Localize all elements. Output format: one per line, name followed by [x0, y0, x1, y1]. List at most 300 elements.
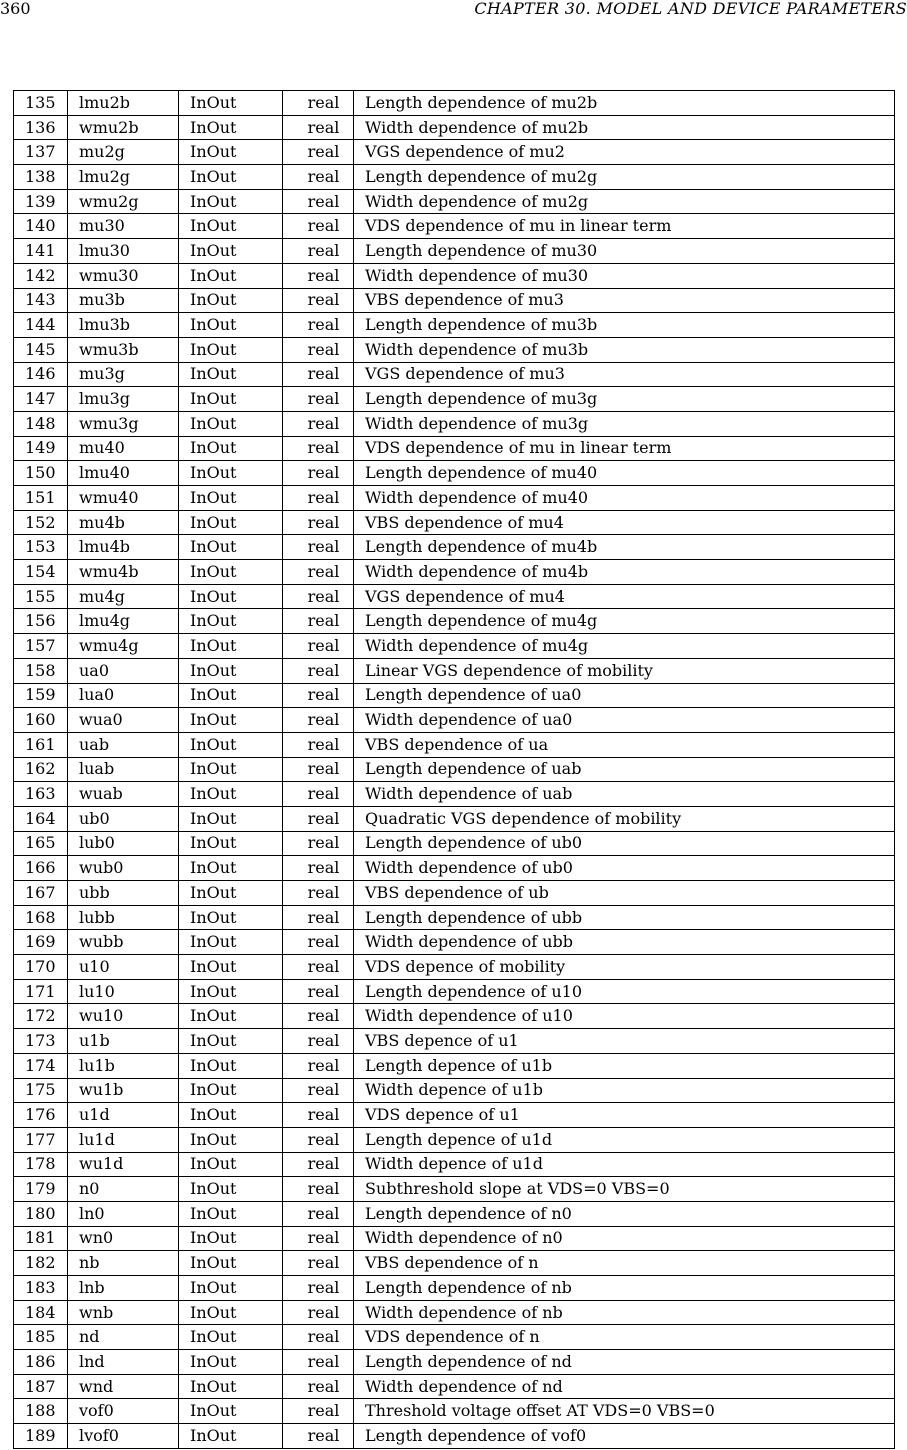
param-id-cell: 162 — [14, 757, 68, 782]
param-type-cell: real — [283, 1276, 354, 1301]
param-name-cell: lubb — [68, 905, 179, 930]
param-id-cell: 171 — [14, 979, 68, 1004]
param-direction-cell: InOut — [179, 806, 283, 831]
param-name-cell: wmu40 — [68, 486, 179, 511]
param-name-cell: wmu30 — [68, 263, 179, 288]
table-row — [14, 140, 895, 165]
param-id-cell: 151 — [14, 486, 68, 511]
param-name-cell: mu4g — [68, 584, 179, 609]
param-description-cell: Length dependence of mu30 — [354, 239, 895, 264]
param-type-cell: real — [283, 1053, 354, 1078]
param-description-cell: VBS dependence of mu4 — [354, 510, 895, 535]
param-name-cell: luab — [68, 757, 179, 782]
param-direction-cell: InOut — [179, 732, 283, 757]
param-type-cell: real — [283, 1103, 354, 1128]
param-direction-cell: InOut — [179, 214, 283, 239]
param-id-cell: 160 — [14, 708, 68, 733]
param-description-cell: Width depence of u1d — [354, 1152, 895, 1177]
param-name-cell: wmu3b — [68, 337, 179, 362]
table-row — [14, 1300, 895, 1325]
param-name-cell: u1d — [68, 1103, 179, 1128]
chapter-title: CHAPTER 30. MODEL AND DEVICE PARAMETERS — [474, 0, 907, 18]
param-direction-cell: InOut — [179, 1078, 283, 1103]
param-name-cell: lmu4g — [68, 609, 179, 634]
param-type-cell: real — [283, 806, 354, 831]
table-row — [14, 91, 895, 116]
param-name-cell: wn0 — [68, 1226, 179, 1251]
param-description-cell: Width dependence of ubb — [354, 930, 895, 955]
param-id-cell: 177 — [14, 1127, 68, 1152]
param-name-cell: uab — [68, 732, 179, 757]
param-type-cell: real — [283, 1078, 354, 1103]
param-direction-cell: InOut — [179, 510, 283, 535]
param-name-cell: lmu4b — [68, 535, 179, 560]
table-row — [14, 337, 895, 362]
param-id-cell: 184 — [14, 1300, 68, 1325]
table-row — [14, 905, 895, 930]
table-row — [14, 313, 895, 338]
param-id-cell: 175 — [14, 1078, 68, 1103]
table-row — [14, 535, 895, 560]
param-description-cell: Length dependence of mu2g — [354, 165, 895, 190]
param-name-cell: mu40 — [68, 436, 179, 461]
param-id-cell: 178 — [14, 1152, 68, 1177]
param-description-cell: VBS dependence of mu3 — [354, 288, 895, 313]
param-direction-cell: InOut — [179, 1374, 283, 1399]
table-row — [14, 387, 895, 412]
table-row — [14, 1276, 895, 1301]
param-description-cell: VBS dependence of n — [354, 1251, 895, 1276]
param-direction-cell: InOut — [179, 856, 283, 881]
param-id-cell: 143 — [14, 288, 68, 313]
param-name-cell: lnb — [68, 1276, 179, 1301]
param-type-cell: real — [283, 683, 354, 708]
param-name-cell: wu1d — [68, 1152, 179, 1177]
param-name-cell: lnd — [68, 1350, 179, 1375]
param-id-cell: 136 — [14, 115, 68, 140]
table-row — [14, 1103, 895, 1128]
param-direction-cell: InOut — [179, 1325, 283, 1350]
param-name-cell: lu10 — [68, 979, 179, 1004]
param-id-cell: 176 — [14, 1103, 68, 1128]
param-direction-cell: InOut — [179, 1177, 283, 1202]
param-direction-cell: InOut — [179, 1201, 283, 1226]
param-type-cell: real — [283, 461, 354, 486]
table-row — [14, 165, 895, 190]
param-type-cell: real — [283, 535, 354, 560]
param-id-cell: 135 — [14, 91, 68, 116]
table-row — [14, 856, 895, 881]
param-type-cell: real — [283, 560, 354, 585]
param-id-cell: 156 — [14, 609, 68, 634]
param-name-cell: wu10 — [68, 1004, 179, 1029]
param-type-cell: real — [283, 856, 354, 881]
param-id-cell: 149 — [14, 436, 68, 461]
param-name-cell: u1b — [68, 1029, 179, 1054]
page-header — [0, 0, 907, 20]
param-name-cell: n0 — [68, 1177, 179, 1202]
param-id-cell: 153 — [14, 535, 68, 560]
param-description-cell: Width dependence of mu30 — [354, 263, 895, 288]
param-id-cell: 179 — [14, 1177, 68, 1202]
param-id-cell: 169 — [14, 930, 68, 955]
param-id-cell: 150 — [14, 461, 68, 486]
param-type-cell: real — [283, 1177, 354, 1202]
param-direction-cell: InOut — [179, 189, 283, 214]
param-description-cell: Length dependence of mu4b — [354, 535, 895, 560]
param-id-cell: 163 — [14, 782, 68, 807]
param-direction-cell: InOut — [179, 1276, 283, 1301]
param-direction-cell: InOut — [179, 708, 283, 733]
table-row — [14, 411, 895, 436]
param-type-cell: real — [283, 288, 354, 313]
table-row — [14, 115, 895, 140]
param-type-cell: real — [283, 337, 354, 362]
param-direction-cell: InOut — [179, 609, 283, 634]
table-row — [14, 881, 895, 906]
param-name-cell: wub0 — [68, 856, 179, 881]
table-row — [14, 658, 895, 683]
table-row — [14, 436, 895, 461]
param-name-cell: ua0 — [68, 658, 179, 683]
table-row — [14, 806, 895, 831]
param-direction-cell: InOut — [179, 1029, 283, 1054]
param-description-cell: Length depence of u1b — [354, 1053, 895, 1078]
param-description-cell: Length dependence of n0 — [354, 1201, 895, 1226]
param-direction-cell: InOut — [179, 1424, 283, 1449]
table-row — [14, 634, 895, 659]
param-direction-cell: InOut — [179, 1399, 283, 1424]
param-direction-cell: InOut — [179, 140, 283, 165]
table-row — [14, 1029, 895, 1054]
table-row — [14, 263, 895, 288]
table-row — [14, 1424, 895, 1449]
param-description-cell: Width dependence of mu3b — [354, 337, 895, 362]
param-name-cell: lvof0 — [68, 1424, 179, 1449]
param-description-cell: Length dependence of mu3b — [354, 313, 895, 338]
table-row — [14, 683, 895, 708]
param-description-cell: VGS dependence of mu4 — [354, 584, 895, 609]
param-type-cell: real — [283, 1251, 354, 1276]
param-name-cell: lmu2g — [68, 165, 179, 190]
param-id-cell: 154 — [14, 560, 68, 585]
param-id-cell: 172 — [14, 1004, 68, 1029]
table-row — [14, 732, 895, 757]
param-description-cell: Length dependence of vof0 — [354, 1424, 895, 1449]
table-row — [14, 239, 895, 264]
param-description-cell: Length dependence of u10 — [354, 979, 895, 1004]
table-row — [14, 1201, 895, 1226]
table-row — [14, 461, 895, 486]
param-type-cell: real — [283, 115, 354, 140]
param-name-cell: vof0 — [68, 1399, 179, 1424]
param-type-cell: real — [283, 732, 354, 757]
param-name-cell: wu1b — [68, 1078, 179, 1103]
param-name-cell: wuab — [68, 782, 179, 807]
param-type-cell: real — [283, 782, 354, 807]
table-row — [14, 560, 895, 585]
param-name-cell: wmu2g — [68, 189, 179, 214]
param-type-cell: real — [283, 1029, 354, 1054]
param-type-cell: real — [283, 1300, 354, 1325]
param-type-cell: real — [283, 831, 354, 856]
param-type-cell: real — [283, 881, 354, 906]
param-description-cell: VDS dependence of mu in linear term — [354, 436, 895, 461]
param-direction-cell: InOut — [179, 757, 283, 782]
param-direction-cell: InOut — [179, 263, 283, 288]
param-description-cell: Width dependence of mu3g — [354, 411, 895, 436]
param-id-cell: 187 — [14, 1374, 68, 1399]
param-id-cell: 146 — [14, 362, 68, 387]
param-direction-cell: InOut — [179, 658, 283, 683]
param-id-cell: 182 — [14, 1251, 68, 1276]
param-type-cell: real — [283, 313, 354, 338]
param-description-cell: Length dependence of ub0 — [354, 831, 895, 856]
param-id-cell: 155 — [14, 584, 68, 609]
table-row — [14, 1177, 895, 1202]
param-name-cell: wua0 — [68, 708, 179, 733]
param-id-cell: 138 — [14, 165, 68, 190]
table-row — [14, 362, 895, 387]
table-row — [14, 510, 895, 535]
param-id-cell: 137 — [14, 140, 68, 165]
table-row — [14, 1350, 895, 1375]
param-id-cell: 174 — [14, 1053, 68, 1078]
param-type-cell: real — [283, 708, 354, 733]
param-id-cell: 167 — [14, 881, 68, 906]
param-direction-cell: InOut — [179, 288, 283, 313]
table-row — [14, 214, 895, 239]
param-description-cell: Length dependence of mu3g — [354, 387, 895, 412]
table-row — [14, 1226, 895, 1251]
param-name-cell: ub0 — [68, 806, 179, 831]
param-description-cell: Width dependence of ua0 — [354, 708, 895, 733]
param-direction-cell: InOut — [179, 165, 283, 190]
param-direction-cell: InOut — [179, 930, 283, 955]
param-name-cell: nb — [68, 1251, 179, 1276]
param-type-cell: real — [283, 1350, 354, 1375]
param-direction-cell: InOut — [179, 1004, 283, 1029]
table-row — [14, 1251, 895, 1276]
param-id-cell: 157 — [14, 634, 68, 659]
table-row — [14, 1053, 895, 1078]
param-direction-cell: InOut — [179, 1152, 283, 1177]
param-description-cell: Length dependence of uab — [354, 757, 895, 782]
param-name-cell: wnb — [68, 1300, 179, 1325]
param-direction-cell: InOut — [179, 1300, 283, 1325]
param-id-cell: 180 — [14, 1201, 68, 1226]
param-type-cell: real — [283, 1325, 354, 1350]
param-description-cell: Length depence of u1d — [354, 1127, 895, 1152]
table-row — [14, 979, 895, 1004]
param-description-cell: Width dependence of mu40 — [354, 486, 895, 511]
param-id-cell: 185 — [14, 1325, 68, 1350]
param-type-cell: real — [283, 387, 354, 412]
table-row — [14, 757, 895, 782]
param-type-cell: real — [283, 411, 354, 436]
param-type-cell: real — [283, 214, 354, 239]
param-name-cell: lu1d — [68, 1127, 179, 1152]
param-name-cell: wmu4g — [68, 634, 179, 659]
param-name-cell: lua0 — [68, 683, 179, 708]
param-name-cell: lub0 — [68, 831, 179, 856]
param-type-cell: real — [283, 955, 354, 980]
param-id-cell: 159 — [14, 683, 68, 708]
param-name-cell: ubb — [68, 881, 179, 906]
param-id-cell: 181 — [14, 1226, 68, 1251]
param-direction-cell: InOut — [179, 239, 283, 264]
param-description-cell: Width dependence of u10 — [354, 1004, 895, 1029]
param-direction-cell: InOut — [179, 1226, 283, 1251]
param-type-cell: real — [283, 263, 354, 288]
param-direction-cell: InOut — [179, 1350, 283, 1375]
param-description-cell: Width dependence of nb — [354, 1300, 895, 1325]
param-description-cell: Length dependence of mu40 — [354, 461, 895, 486]
param-name-cell: mu2g — [68, 140, 179, 165]
param-description-cell: VDS dependence of n — [354, 1325, 895, 1350]
param-type-cell: real — [283, 1424, 354, 1449]
param-id-cell: 189 — [14, 1424, 68, 1449]
param-name-cell: u10 — [68, 955, 179, 980]
param-description-cell: Linear VGS dependence of mobility — [354, 658, 895, 683]
param-id-cell: 170 — [14, 955, 68, 980]
param-name-cell: wmu4b — [68, 560, 179, 585]
param-type-cell: real — [283, 1127, 354, 1152]
param-description-cell: VGS dependence of mu2 — [354, 140, 895, 165]
param-direction-cell: InOut — [179, 313, 283, 338]
param-type-cell: real — [283, 189, 354, 214]
table-row — [14, 831, 895, 856]
param-direction-cell: InOut — [179, 1127, 283, 1152]
param-direction-cell: InOut — [179, 337, 283, 362]
table-row — [14, 189, 895, 214]
param-direction-cell: InOut — [179, 535, 283, 560]
param-direction-cell: InOut — [179, 584, 283, 609]
param-name-cell: ln0 — [68, 1201, 179, 1226]
param-name-cell: lmu2b — [68, 91, 179, 116]
param-description-cell: Length dependence of nd — [354, 1350, 895, 1375]
param-type-cell: real — [283, 510, 354, 535]
table-row — [14, 930, 895, 955]
param-type-cell: real — [283, 1152, 354, 1177]
param-name-cell: mu30 — [68, 214, 179, 239]
param-direction-cell: InOut — [179, 436, 283, 461]
param-type-cell: real — [283, 1399, 354, 1424]
param-direction-cell: InOut — [179, 362, 283, 387]
param-description-cell: Width dependence of ub0 — [354, 856, 895, 881]
param-id-cell: 161 — [14, 732, 68, 757]
param-direction-cell: InOut — [179, 461, 283, 486]
param-type-cell: real — [283, 757, 354, 782]
param-direction-cell: InOut — [179, 486, 283, 511]
param-type-cell: real — [283, 239, 354, 264]
param-type-cell: real — [283, 362, 354, 387]
param-id-cell: 158 — [14, 658, 68, 683]
param-name-cell: wubb — [68, 930, 179, 955]
param-direction-cell: InOut — [179, 905, 283, 930]
param-type-cell: real — [283, 1201, 354, 1226]
param-description-cell: Width dependence of mu4b — [354, 560, 895, 585]
param-direction-cell: InOut — [179, 634, 283, 659]
param-id-cell: 173 — [14, 1029, 68, 1054]
param-id-cell: 186 — [14, 1350, 68, 1375]
table-row — [14, 1325, 895, 1350]
param-description-cell: VBS dependence of ub — [354, 881, 895, 906]
param-type-cell: real — [283, 1004, 354, 1029]
param-direction-cell: InOut — [179, 91, 283, 116]
param-description-cell: Width dependence of n0 — [354, 1226, 895, 1251]
param-description-cell: VBS depence of u1 — [354, 1029, 895, 1054]
param-type-cell: real — [283, 609, 354, 634]
param-type-cell: real — [283, 140, 354, 165]
table-row — [14, 1078, 895, 1103]
param-id-cell: 152 — [14, 510, 68, 535]
param-type-cell: real — [283, 979, 354, 1004]
param-id-cell: 147 — [14, 387, 68, 412]
param-id-cell: 165 — [14, 831, 68, 856]
param-id-cell: 188 — [14, 1399, 68, 1424]
param-description-cell: VBS dependence of ua — [354, 732, 895, 757]
param-description-cell: VGS dependence of mu3 — [354, 362, 895, 387]
param-direction-cell: InOut — [179, 683, 283, 708]
param-description-cell: Threshold voltage offset AT VDS=0 VBS=0 — [354, 1399, 895, 1424]
table-row — [14, 288, 895, 313]
param-description-cell: Subthreshold slope at VDS=0 VBS=0 — [354, 1177, 895, 1202]
table-row — [14, 1004, 895, 1029]
param-name-cell: mu4b — [68, 510, 179, 535]
param-direction-cell: InOut — [179, 387, 283, 412]
param-id-cell: 145 — [14, 337, 68, 362]
param-description-cell: Width dependence of mu2g — [354, 189, 895, 214]
table-row — [14, 1374, 895, 1399]
param-direction-cell: InOut — [179, 115, 283, 140]
param-name-cell: mu3b — [68, 288, 179, 313]
param-name-cell: mu3g — [68, 362, 179, 387]
table-row — [14, 782, 895, 807]
table-row — [14, 1399, 895, 1424]
param-type-cell: real — [283, 634, 354, 659]
table-row — [14, 609, 895, 634]
param-direction-cell: InOut — [179, 955, 283, 980]
param-type-cell: real — [283, 930, 354, 955]
param-direction-cell: InOut — [179, 881, 283, 906]
table-row — [14, 584, 895, 609]
param-type-cell: real — [283, 658, 354, 683]
param-description-cell: VDS depence of mobility — [354, 955, 895, 980]
param-description-cell: VDS dependence of mu in linear term — [354, 214, 895, 239]
table-row — [14, 486, 895, 511]
param-name-cell: wmu3g — [68, 411, 179, 436]
param-direction-cell: InOut — [179, 979, 283, 1004]
param-name-cell: wnd — [68, 1374, 179, 1399]
param-description-cell: Length dependence of mu2b — [354, 91, 895, 116]
param-id-cell: 142 — [14, 263, 68, 288]
param-id-cell: 183 — [14, 1276, 68, 1301]
param-type-cell: real — [283, 905, 354, 930]
param-direction-cell: InOut — [179, 831, 283, 856]
param-name-cell: nd — [68, 1325, 179, 1350]
page-number: 360 — [0, 0, 31, 18]
param-id-cell: 166 — [14, 856, 68, 881]
param-direction-cell: InOut — [179, 1103, 283, 1128]
param-direction-cell: InOut — [179, 1251, 283, 1276]
param-direction-cell: InOut — [179, 411, 283, 436]
table-row — [14, 1127, 895, 1152]
param-direction-cell: InOut — [179, 1053, 283, 1078]
param-description-cell: Width depence of u1b — [354, 1078, 895, 1103]
param-type-cell: real — [283, 584, 354, 609]
param-description-cell: Length dependence of mu4g — [354, 609, 895, 634]
